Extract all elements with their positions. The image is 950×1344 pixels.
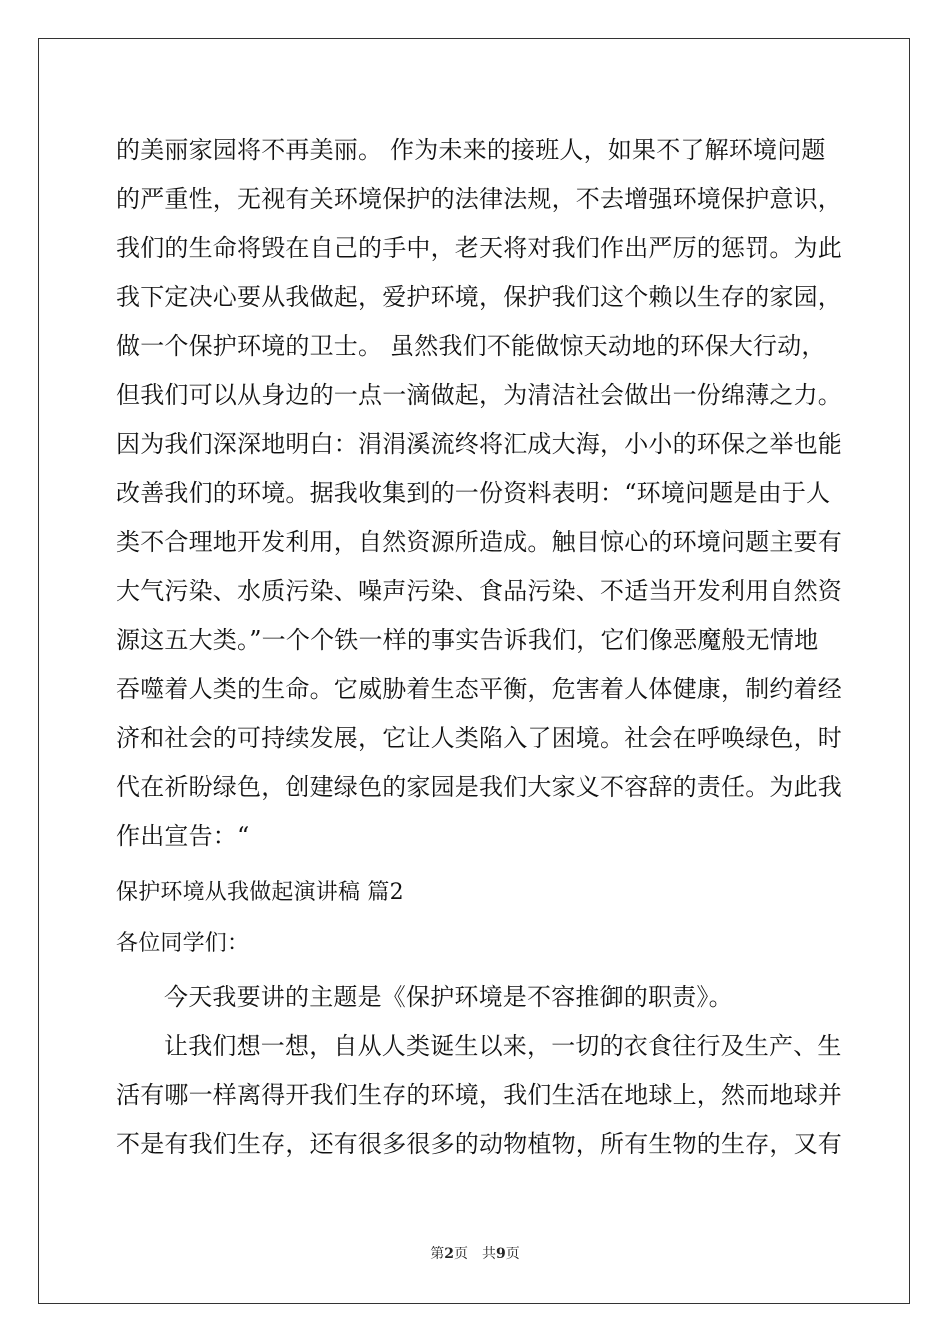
page-suffix: 页 — [454, 1246, 468, 1262]
page-footer — [0, 1244, 950, 1264]
text-line: 的严重性，无视有关环境保护的法律法规，不去增强环境保护意识， — [116, 185, 842, 213]
text-line: 的美丽家园将不再美丽。 作为未来的接班人，如果不了解环境问题 — [116, 136, 826, 164]
text-line: 吞噬着人类的生命。它威胁着生态平衡，危害着人体健康，制约着经 — [116, 675, 842, 703]
text-line: 做一个保护环境的卫士。 虽然我们不能做惊天动地的环保大行动， — [116, 332, 826, 360]
paragraph-intro: 今天我要讲的主题是《保护环境是不容推御的职责》。 — [164, 983, 733, 1011]
text-line: 源这五大类。”一个个铁一样的事实告诉我们，它们像恶魔般无情地 — [116, 626, 819, 654]
text-line: 作出宣告：“ — [116, 822, 250, 850]
text-line: 我下定决心要从我做起，爱护环境，保护我们这个赖以生存的家园， — [116, 283, 842, 311]
salutation: 各位同学们： — [116, 931, 250, 956]
text-line: 改善我们的环境。据我收集到的一份资料表明：“环境问题是由于人 — [116, 479, 831, 507]
text-line: 我们的生命将毁在自己的手中，老天将对我们作出严厉的惩罚。为此 — [116, 234, 842, 262]
text-line: 代在祈盼绿色，创建绿色的家园是我们大家义不容辞的责任。为此我 — [116, 773, 842, 801]
text-line: 类不合理地开发利用，自然资源所造成。触目惊心的环境问题主要有 — [116, 528, 842, 556]
text-line: 因为我们深深地明白：涓涓溪流终将汇成大海，小小的环保之举也能 — [116, 430, 842, 458]
total-suffix: 页 — [505, 1246, 520, 1262]
text-line: 大气污染、水质污染、噪声污染、食品污染、不适当开发利用自然资 — [116, 577, 842, 605]
total-prefix: 共 — [482, 1246, 496, 1262]
page-number: 2 — [444, 1246, 454, 1262]
page-prefix: 第 — [430, 1246, 445, 1262]
section-title: 保护环境从我做起演讲稿 篇2 — [116, 880, 404, 905]
text-line: 但我们可以从身边的一点一滴做起，为清洁社会做出一份绵薄之力。 — [116, 381, 842, 409]
text-line: 不是有我们生存，还有很多很多的动物植物，所有生物的生存，又有 — [116, 1130, 842, 1158]
text-line: 济和社会的可持续发展，它让人类陷入了困境。社会在呼唤绿色，时 — [116, 724, 842, 752]
total-pages: 9 — [496, 1246, 506, 1262]
text-line: 活有哪一样离得开我们生存的环境，我们生活在地球上，然而地球并 — [116, 1081, 842, 1109]
text-line: 让我们想一想，自从人类诞生以来，一切的衣食往行及生产、生 — [164, 1032, 842, 1060]
